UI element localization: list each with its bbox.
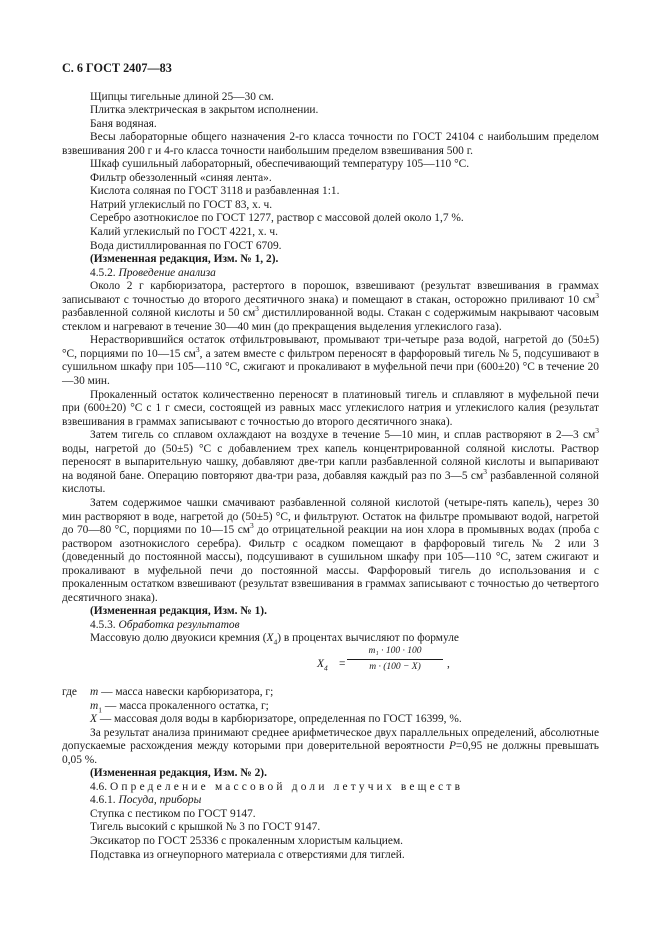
text-run: Затем содержимое чашки смачивают разбавленной соляной кислотой (четыре-пять капель), через 30 мин растворяют в воде, нагретой до (50±5) °С, и фильтруют. Остаток на фильтре промывают водой, нагретой до 70—80 °С, порциями по 10—15 см (62, 496, 599, 537)
subscript: 4 (323, 663, 328, 673)
text-run: воды, нагретой до (50±5) °С с добавлением трех капель концентрированной соляной кислоты. Раствор переносят в выпарительную чашку, добавляют две-три капли разбавленной соляной кислоты и выпаривают на водяной бане. Операцию повторяют два-три раза, добавляя каждый раз по 3—5 см (62, 442, 599, 482)
text-run: до отрицательной реакции на ион хлора в промывных водах (проба с раствором азотнокислого серебра). Фильтр с осадком помещают в фарфоровый тигель № 2 или 3 (доведенный до постоянной массы), подсушивают в сушильном шкафу при 105—110 °С, затем сжигают и прокаливают в муфельной печи до постоянной массы. Фарфоровый тигель до использования и с прокаленным остатком взвешивают (результат взвешивания в граммах записывают с точностью до четвертого десятичного знака). (62, 524, 599, 604)
list-item: Вода дистиллированная по ГОСТ 6709. (90, 239, 282, 252)
list-item: Плитка электрическая в закрытом исполнении. (90, 104, 319, 117)
formula-legend (62, 686, 599, 727)
text-run: Затем тигель со сплавом охлаждают на воздухе в течение 5—10 мин, и сплав растворяют в 2—3 см (90, 429, 596, 442)
paragraph-sample (62, 280, 599, 334)
section-number: 4.6. (90, 780, 108, 793)
list-item: Кислота соляная по ГОСТ 3118 и разбавленная 1:1. (90, 185, 340, 198)
text-run: =0,95 не должны превышать 0,05 %. (62, 740, 599, 766)
section-number: 4.5.2. (90, 266, 116, 279)
legend-text: — масса прокаленного остатка, г; (101, 699, 269, 712)
formula-denominator: m · (100 − X) (369, 661, 421, 672)
variable: X (90, 713, 97, 726)
section-heading-4-5-3 (62, 619, 599, 633)
text-run: Массовую долю двуокиси кремния ( (90, 632, 267, 645)
section-title: Обработка результатов (118, 618, 240, 631)
paragraph-filtration (62, 497, 599, 605)
legend-row (62, 686, 599, 700)
list-item: Баня водяная. (90, 117, 157, 130)
formula-numerator: m₁ · 100 · 100 (347, 646, 443, 660)
superscript: 3 (255, 304, 259, 314)
text-run: разбавленной соляной кислоты и 50 см (62, 307, 256, 320)
legend-text: — масса навески карбюризатора, г; (98, 685, 274, 698)
formula (62, 646, 599, 686)
list-item: Подставка из огнеупорного материала с отверстиями для тиглей. (90, 848, 405, 861)
text-run: , а затем вместе с фильтром переносят в фарфоровый тигель № 5, подсушивают в сушильном шкафу при 105—110 °С, сжигают и прокаливают в муфельной печи при (600±20) °С в течение 20—30 мин. (62, 347, 599, 388)
revision-note: (Измененная редакция, Изм. № 2). (90, 767, 267, 780)
superscript: 3 (595, 290, 599, 300)
superscript: 3 (483, 467, 487, 477)
text-run: Около 2 г карбюризатора, растертого в порошок, взвешивают (результат взвешивания в граммах записывают с точностью до второго десятичного знака) и помещают в стакан, осторожно приливают 10 см (62, 280, 599, 306)
paragraph-residue (62, 334, 599, 388)
list-item: Калий углекислый по ГОСТ 4221, х. ч. (90, 226, 278, 239)
text-run: Нерастворившийся остаток отфильтровывают, промывают три-четыре раза водой, нагретой до (50±5) °С, порциями по 10—15 см (62, 334, 599, 360)
paragraph-scales: Весы лабораторные общего назначения 2-го класса точности по ГОСТ 24104 с наибольшим пределом взвешивания 200 г и 4-го класса точности наибольшим пределом взвешивания 500 г. (62, 131, 599, 157)
paragraph-cooling (62, 426, 599, 497)
list-item: Натрий углекислый по ГОСТ 83, х. ч. (90, 198, 273, 211)
list-item: Тигель высокий с крышкой № 3 по ГОСТ 9147. (90, 821, 321, 834)
formula-comma: , (447, 657, 450, 670)
list-item: Щипцы тигельные длиной 25—30 см. (90, 90, 274, 103)
legend-row (62, 700, 599, 714)
section-title: Проведение анализа (118, 266, 216, 279)
list-item: Ступка с пестиком по ГОСТ 9147. (90, 807, 256, 820)
text-run: За результат анализа принимают среднее арифметическое двух параллельных определений, абсолютные допускаемые расхождения между которыми при доверительной вероятности (62, 726, 599, 753)
paragraph-fusion: Прокаленный остаток количественно переносят в платиновый тигель и сплавляют в муфельной печи при (600±20) °С с 1 г смеси, состоящей из равных масс углекислого натрия и углекислого калия (результат взвешивания в граммах записывают с точностью до второго десятичного знака). (62, 388, 599, 428)
formula-equals: = (339, 657, 346, 670)
text-run: разбавленной соляной кислоты. (62, 469, 599, 496)
superscript: 3 (250, 521, 254, 531)
subscript: 4 (273, 637, 278, 647)
section-heading-4-6 (62, 781, 599, 795)
section-heading-4-6-1 (62, 794, 599, 808)
superscript: 3 (195, 345, 200, 355)
variable: m (90, 685, 99, 698)
list-item: Серебро азотнокислое по ГОСТ 1277, раствор с массовой долей около 1,7 %. (90, 212, 464, 225)
paragraph-formula-intro (62, 632, 599, 646)
formula-lhs (317, 658, 328, 672)
text-run: дистиллированной воды. Стакан с содержимым накрывают часовым стеклом и нагревают в течение 30—40 мин (до прекращения выделения углекислого газа). (62, 307, 599, 333)
list-item: Эксикатор по ГОСТ 25336 с прокаленным хлористым кальцием. (90, 834, 403, 847)
revision-note: (Измененная редакция, Изм. № 1). (90, 605, 267, 618)
list-item: Шкаф сушильный лабораторный, обеспечивающий температуру 105—110 °С. (90, 158, 470, 171)
section-number: 4.6.1. (90, 794, 116, 807)
legend-text: — массовая доля воды в карбюризаторе, определенная по ГОСТ 16399, %. (96, 713, 462, 726)
text-run: ) в процентах вычисляют по формуле (277, 632, 459, 645)
superscript: 3 (595, 426, 599, 436)
section-heading-4-5-2 (62, 267, 599, 281)
list-item: Фильтр обеззоленный «синяя лента». (90, 171, 272, 184)
formula-fraction (347, 646, 443, 673)
section-title: Посуда, приборы (118, 794, 202, 807)
revision-note: (Измененная редакция, Изм. № 1, 2). (90, 253, 279, 266)
section-title: Определение массовой доли летучих веществ (109, 780, 464, 793)
variable: P (448, 740, 456, 753)
variable: X (266, 632, 274, 645)
variable: m (90, 699, 99, 712)
page-header: С. 6 ГОСТ 2407—83 (62, 61, 172, 75)
variable: X (317, 657, 324, 670)
where-label: где (62, 685, 77, 698)
section-number: 4.5.3. (90, 618, 116, 631)
subscript: 1 (98, 704, 102, 714)
legend-row (62, 713, 599, 727)
paragraph-result (62, 727, 599, 768)
